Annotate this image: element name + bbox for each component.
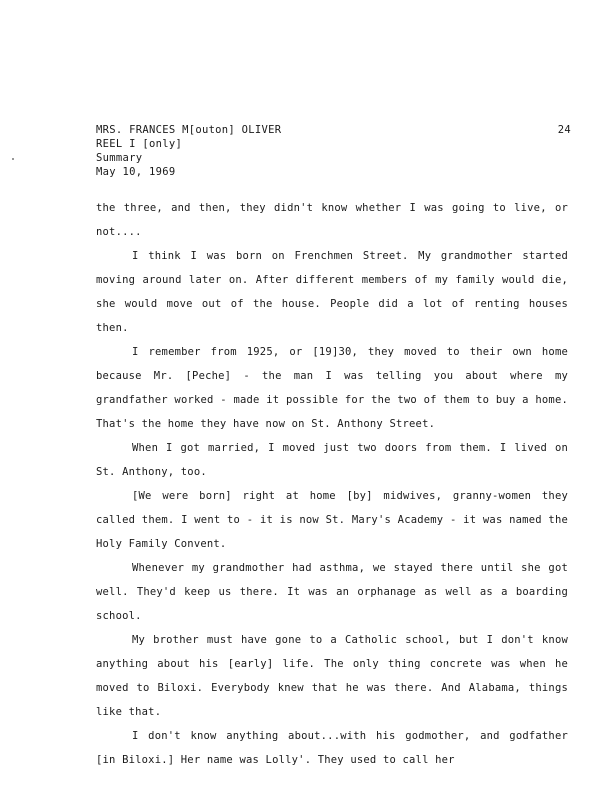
paragraph: I remember from 1925, or [19]30, they moved to their own home because Mr. [Peche] - the man I was telling you about where my grandfather worked - made it possible for the two of them to buy a home. That's the home they have now on St. Anthony Street.	[96, 346, 568, 430]
summary-label: Summary	[96, 152, 143, 164]
document-body	[96, 196, 568, 772]
paragraph-continued: the three, and then, they didn't know whether I was going to live, or not....	[96, 202, 568, 238]
paragraph: I don't know anything about...with his godmother, and godfather [in Biloxi.] Her name was Lolly'. They used to call her	[96, 730, 568, 766]
page-header	[96, 123, 571, 179]
paragraph: [We were born] right at home [by] midwives, granny-women they called them. I went to - it is now St. Mary's Academy - it was named the Holy Family Convent.	[96, 490, 568, 550]
paragraph: Whenever my grandmother had asthma, we stayed there until she got well. They'd keep us there. It was an orphanage as well as a boarding school.	[96, 562, 568, 622]
interview-date: May 10, 1969	[96, 166, 176, 178]
scan-speck	[12, 158, 14, 160]
paragraph: When I got married, I moved just two doors from them. I lived on St. Anthony, too.	[96, 442, 568, 478]
paragraph: I think I was born on Frenchmen Street. My grandmother started moving around later on. After different members of my family would die, she would move out of the house. People did a lot of renting houses then.	[96, 250, 568, 334]
page-number: 24	[557, 124, 571, 136]
paragraph: My brother must have gone to a Catholic school, but I don't know anything about his [early] life. The only thing concrete was when he moved to Biloxi. Everybody knew that he was there. And Alabama, things like that.	[96, 634, 568, 718]
interviewee-name: MRS. FRANCES M[outon] OLIVER	[96, 124, 282, 136]
reel-label: REEL I [only]	[96, 138, 183, 150]
